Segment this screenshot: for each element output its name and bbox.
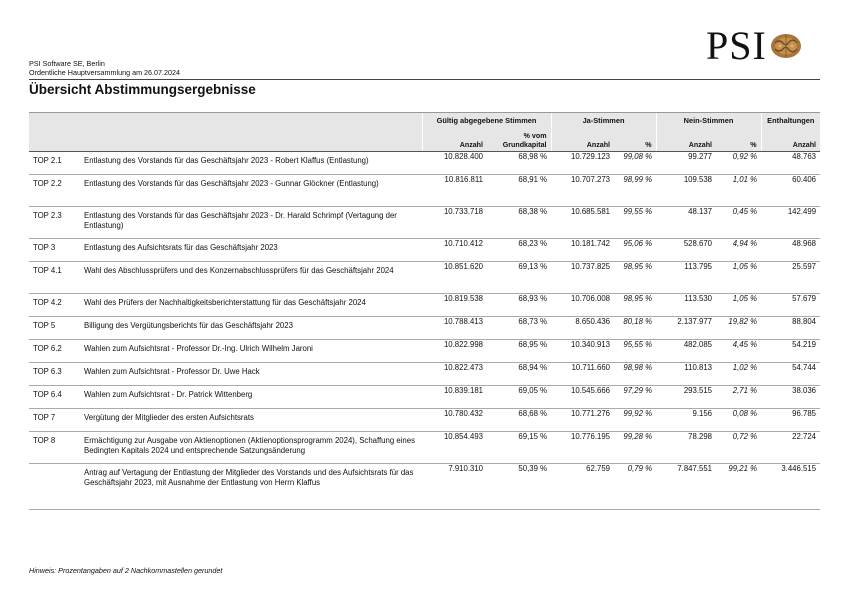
no-count: 7.847.551 [656, 464, 716, 510]
document-header [29, 60, 180, 77]
company-name: PSI Software SE, Berlin [29, 59, 105, 68]
no-count: 113.795 [656, 262, 716, 294]
valid-percent: 68,73 % [487, 317, 551, 340]
header-abstentions: Enthaltungen [761, 113, 820, 129]
resolution-description: Wahlen zum Aufsichtsrat - Professor Dr.-Ing. Ulrich Wilhelm Jaroni [80, 340, 422, 363]
no-percent: 0,92 % [716, 152, 761, 175]
valid-count: 10.822.998 [422, 340, 487, 363]
yes-count: 10.181.742 [551, 239, 614, 262]
valid-percent: 68,91 % [487, 175, 551, 207]
valid-percent: 68,95 % [487, 340, 551, 363]
table-row [29, 409, 820, 432]
abstentions-count: 57.679 [761, 294, 820, 317]
yes-percent: 95,06 % [614, 239, 656, 262]
header-yes-percent: % [614, 128, 656, 152]
table-row [29, 464, 820, 510]
no-count: 110.813 [656, 363, 716, 386]
no-percent: 1,02 % [716, 363, 761, 386]
yes-count: 10.771.276 [551, 409, 614, 432]
agenda-item: TOP 2.1 [29, 152, 80, 175]
valid-count: 10.839.181 [422, 386, 487, 409]
resolution-description: Entlastung des Aufsichtsrats für das Geschäftsjahr 2023 [80, 239, 422, 262]
yes-percent: 99,92 % [614, 409, 656, 432]
header-rule [29, 79, 820, 80]
table-row [29, 152, 820, 175]
yes-count: 10.707.273 [551, 175, 614, 207]
abstentions-count: 3.446.515 [761, 464, 820, 510]
valid-percent: 69,05 % [487, 386, 551, 409]
yes-count: 10.729.123 [551, 152, 614, 175]
yes-percent: 97,29 % [614, 386, 656, 409]
valid-count: 10.733.718 [422, 207, 487, 239]
no-percent: 4,94 % [716, 239, 761, 262]
abstentions-count: 48.763 [761, 152, 820, 175]
valid-count: 10.788.413 [422, 317, 487, 340]
header-no-percent: % [716, 128, 761, 152]
no-count: 2.137.977 [656, 317, 716, 340]
valid-count: 10.851.620 [422, 262, 487, 294]
header-valid-percent: % vom Grundkapital [487, 128, 551, 152]
yes-percent: 98,99 % [614, 175, 656, 207]
agenda-item: TOP 2.3 [29, 207, 80, 239]
table-row [29, 386, 820, 409]
yes-percent: 0,79 % [614, 464, 656, 510]
header-valid-votes: Gültig abgegebene Stimmen [422, 113, 551, 129]
page-title: Übersicht Abstimmungsergebnisse [29, 82, 256, 97]
agenda-item: TOP 4.2 [29, 294, 80, 317]
abstentions-count: 60.406 [761, 175, 820, 207]
valid-count: 10.710.412 [422, 239, 487, 262]
agenda-item: TOP 6.2 [29, 340, 80, 363]
no-count: 528.670 [656, 239, 716, 262]
yes-percent: 98,98 % [614, 363, 656, 386]
valid-percent: 68,68 % [487, 409, 551, 432]
yes-percent: 99,28 % [614, 432, 656, 464]
no-percent: 19,82 % [716, 317, 761, 340]
no-percent: 0,08 % [716, 409, 761, 432]
agenda-item: TOP 6.3 [29, 363, 80, 386]
walnut-icon [769, 31, 803, 61]
table-row [29, 317, 820, 340]
agenda-item: TOP 4.1 [29, 262, 80, 294]
yes-percent: 99,55 % [614, 207, 656, 239]
valid-count: 7.910.310 [422, 464, 487, 510]
header-yes-count: Anzahl [551, 128, 614, 152]
table-row [29, 363, 820, 386]
valid-count: 10.816.811 [422, 175, 487, 207]
yes-percent: 98,95 % [614, 262, 656, 294]
resolution-description: Entlastung des Vorstands für das Geschäftsjahr 2023 - Dr. Harald Schrimpf (Vertagung der Entlastung) [80, 207, 422, 239]
resolution-description: Antrag auf Vertagung der Entlastung der Mitglieder des Vorstands und des Aufsichtsrats für das Geschäftsjahr 2023, mit Ausnahme der Entlastung von Herrn Klaffus [80, 464, 422, 510]
logo-text: PSI [706, 23, 767, 68]
valid-count: 10.822.473 [422, 363, 487, 386]
table-header-row-1 [29, 113, 820, 129]
no-count: 482.085 [656, 340, 716, 363]
table-row [29, 340, 820, 363]
agenda-item: TOP 2.2 [29, 175, 80, 207]
abstentions-count: 48.968 [761, 239, 820, 262]
valid-count: 10.828.400 [422, 152, 487, 175]
yes-count: 10.340.913 [551, 340, 614, 363]
no-count: 293.515 [656, 386, 716, 409]
abstentions-count: 22.724 [761, 432, 820, 464]
resolution-description: Wahlen zum Aufsichtsrat - Dr. Patrick Wittenberg [80, 386, 422, 409]
footnote: Hinweis: Prozentangaben auf 2 Nachkommastellen gerundet [29, 566, 223, 575]
valid-percent: 68,94 % [487, 363, 551, 386]
valid-percent: 68,23 % [487, 239, 551, 262]
abstentions-count: 142.499 [761, 207, 820, 239]
header-no-votes: Nein-Stimmen [656, 113, 761, 129]
table-row [29, 207, 820, 239]
agenda-item: TOP 3 [29, 239, 80, 262]
table-row [29, 262, 820, 294]
yes-count: 10.545.666 [551, 386, 614, 409]
abstentions-count: 25.597 [761, 262, 820, 294]
yes-count: 10.685.581 [551, 207, 614, 239]
yes-percent: 95,55 % [614, 340, 656, 363]
resolution-description: Entlastung des Vorstands für das Geschäftsjahr 2023 - Gunnar Glöckner (Entlastung) [80, 175, 422, 207]
table-header-row-2 [29, 128, 820, 152]
no-percent: 2,71 % [716, 386, 761, 409]
no-percent: 0,72 % [716, 432, 761, 464]
abstentions-count: 96.785 [761, 409, 820, 432]
no-count: 113.530 [656, 294, 716, 317]
no-percent: 4,45 % [716, 340, 761, 363]
valid-percent: 50,39 % [487, 464, 551, 510]
abstentions-count: 54.219 [761, 340, 820, 363]
yes-percent: 98,95 % [614, 294, 656, 317]
no-count: 9.156 [656, 409, 716, 432]
header-abstentions-count: Anzahl [761, 128, 820, 152]
abstentions-count: 38.036 [761, 386, 820, 409]
resolution-description: Vergütung der Mitglieder des ersten Aufsichtsrats [80, 409, 422, 432]
no-percent: 1,05 % [716, 262, 761, 294]
valid-percent: 69,13 % [487, 262, 551, 294]
yes-percent: 99,08 % [614, 152, 656, 175]
psi-logo [706, 23, 803, 68]
no-count: 48.137 [656, 207, 716, 239]
table-row [29, 294, 820, 317]
header-valid-count: Anzahl [422, 128, 487, 152]
yes-count: 8.650.436 [551, 317, 614, 340]
resolution-description: Ermächtigung zur Ausgabe von Aktienoptionen (Aktienoptionsprogramm 2024), Schaffung eines Bedingten Kapitals 2024 und entsprechende Satzungsänderung [80, 432, 422, 464]
header-no-count: Anzahl [656, 128, 716, 152]
yes-count: 10.737.825 [551, 262, 614, 294]
agenda-item: TOP 8 [29, 432, 80, 464]
agenda-item: TOP 5 [29, 317, 80, 340]
no-count: 109.538 [656, 175, 716, 207]
agenda-item [29, 464, 80, 510]
valid-percent: 68,98 % [487, 152, 551, 175]
resolution-description: Wahl des Prüfers der Nachhaltigkeitsberichterstattung für das Geschäftsjahr 2024 [80, 294, 422, 317]
no-count: 99.277 [656, 152, 716, 175]
yes-count: 10.706.008 [551, 294, 614, 317]
valid-count: 10.780.432 [422, 409, 487, 432]
valid-percent: 68,93 % [487, 294, 551, 317]
agenda-item: TOP 6.4 [29, 386, 80, 409]
yes-count: 62.759 [551, 464, 614, 510]
no-percent: 1,01 % [716, 175, 761, 207]
no-percent: 99,21 % [716, 464, 761, 510]
no-percent: 0,45 % [716, 207, 761, 239]
valid-percent: 68,38 % [487, 207, 551, 239]
results-table [29, 112, 820, 510]
table-row [29, 432, 820, 464]
resolution-description: Billigung des Vergütungsberichts für das Geschäftsjahr 2023 [80, 317, 422, 340]
table-row [29, 175, 820, 207]
header-yes-votes: Ja-Stimmen [551, 113, 656, 129]
resolution-description: Wahlen zum Aufsichtsrat - Professor Dr. Uwe Hack [80, 363, 422, 386]
resolution-description: Entlastung des Vorstands für das Geschäftsjahr 2023 - Robert Klaffus (Entlastung) [80, 152, 422, 175]
abstentions-count: 54.744 [761, 363, 820, 386]
valid-percent: 69,15 % [487, 432, 551, 464]
yes-count: 10.711.660 [551, 363, 614, 386]
valid-count: 10.819.538 [422, 294, 487, 317]
table-row [29, 239, 820, 262]
resolution-description: Wahl des Abschlussprüfers und des Konzernabschlussprüfers für das Geschäftsjahr 2024 [80, 262, 422, 294]
no-count: 78.298 [656, 432, 716, 464]
no-percent: 1,05 % [716, 294, 761, 317]
agenda-item: TOP 7 [29, 409, 80, 432]
meeting-date: Ordentliche Hauptversammlung am 26.07.2024 [29, 67, 181, 77]
valid-count: 10.854.493 [422, 432, 487, 464]
yes-percent: 80,18 % [614, 317, 656, 340]
yes-count: 10.776.195 [551, 432, 614, 464]
abstentions-count: 88.804 [761, 317, 820, 340]
